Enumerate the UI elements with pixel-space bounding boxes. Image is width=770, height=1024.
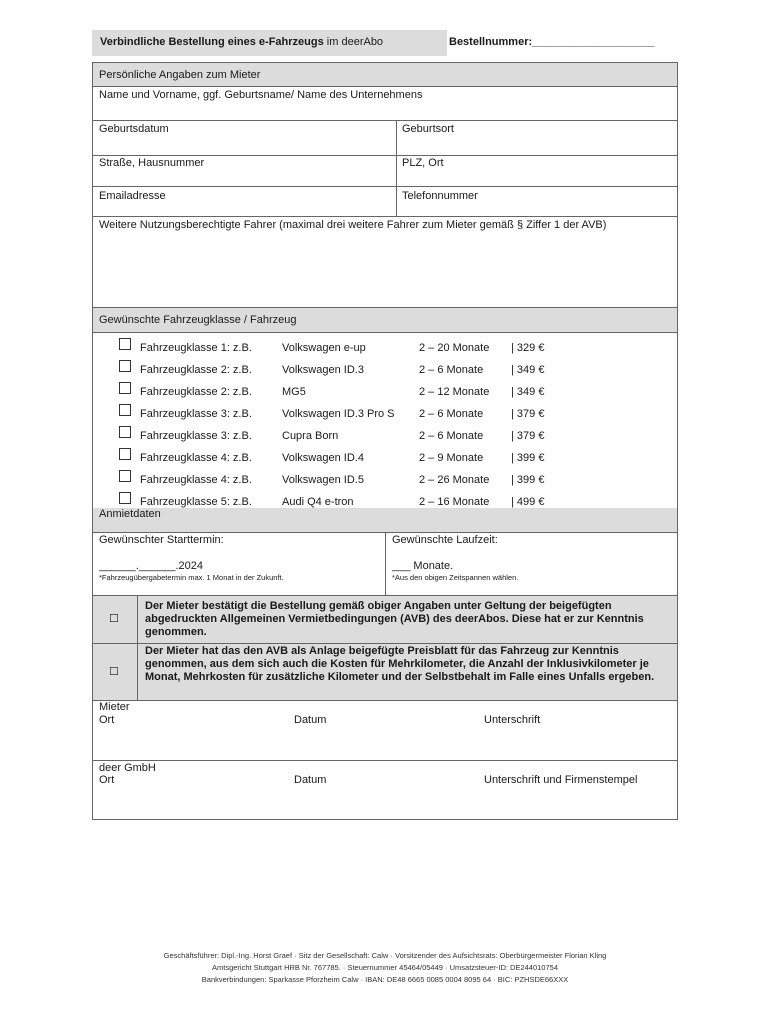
vehicle-option-row[interactable]: [93, 386, 677, 404]
vehicle-class-label: Fahrzeugklasse 4: z.B.: [140, 474, 252, 486]
vehicle-class-label: Fahrzeugklasse 2: z.B.: [140, 386, 252, 398]
vehicle-price-label: | 499 €: [511, 496, 545, 508]
divider: [92, 760, 678, 761]
vehicle-term-label: 2 – 26 Monate: [419, 474, 490, 486]
form-border-right: [677, 62, 678, 820]
footer-line-2: Amtsgericht Stuttgart HRB Nr. 767785. · Steuernummer 45464/05449 · Umsatzsteuer-ID: DE244010754: [211, 963, 558, 972]
vehicle-option-row[interactable]: [93, 408, 677, 426]
start-date-label: Gewünschter Starttermin:: [99, 534, 224, 546]
vehicle-option-checkbox[interactable]: [119, 382, 131, 394]
column-divider: [396, 120, 397, 216]
birthdate-field-label[interactable]: Geburtsdatum: [99, 123, 169, 135]
vehicle-term-label: 2 – 12 Monate: [419, 386, 490, 398]
confirm-avb-text: Der Mieter bestätigt die Bestellung gemäß obiger Angaben unter Geltung der beigefügten abgedruckten Allgemeinen Vermietbedingungen (AVB) des deerAbos. Diese hat er zur Kenntnis genommen.: [145, 600, 644, 638]
phone-field-label[interactable]: Telefonnummer: [402, 190, 478, 202]
zip-city-field-label[interactable]: PLZ, Ort: [402, 157, 444, 169]
divider: [92, 186, 678, 187]
vehicle-model-label: Volkswagen ID.3 Pro S: [282, 408, 395, 420]
vehicle-price-label: | 349 €: [511, 364, 545, 376]
vehicle-option-checkbox[interactable]: [119, 448, 131, 460]
vehicle-model-label: Volkswagen ID.4: [282, 452, 364, 464]
vehicle-option-checkbox[interactable]: [119, 404, 131, 416]
company-place-label[interactable]: Ort: [99, 774, 115, 786]
company-signature-label[interactable]: Unterschrift und Firmenstempel: [484, 774, 638, 786]
vehicle-model-label: Cupra Born: [282, 430, 339, 442]
vehicle-option-checkbox[interactable]: [119, 492, 131, 504]
vehicle-term-label: 2 – 20 Monate: [419, 342, 490, 354]
column-divider: [385, 532, 386, 595]
vehicle-price-label: | 329 €: [511, 342, 545, 354]
street-field-label[interactable]: Straße, Hausnummer: [99, 157, 205, 169]
vehicle-section-title: Gewünschte Fahrzeugklasse / Fahrzeug: [99, 314, 297, 326]
divider: [92, 155, 678, 156]
vehicle-price-label: | 379 €: [511, 430, 545, 442]
duration-note: *Aus den obigen Zeitspannen wählen.: [392, 573, 519, 582]
vehicle-option-checkbox[interactable]: [119, 470, 131, 482]
divider: [92, 120, 678, 121]
vehicle-option-row[interactable]: [93, 430, 677, 448]
vehicle-option-checkbox[interactable]: [119, 360, 131, 372]
divider: [92, 700, 678, 701]
divider: [92, 332, 678, 333]
vehicle-term-label: 2 – 6 Monate: [419, 364, 484, 376]
vehicle-class-label: Fahrzeugklasse 5: z.B.: [140, 496, 252, 508]
vehicle-term-label: 2 – 6 Monate: [419, 430, 484, 442]
footer-line-3: Bankverbindungen: Sparkasse Pforzheim Calw · IBAN: DE48 6665 0085 0004 8095 64 · BIC: PZHSDE66XXX: [201, 975, 569, 984]
order-number: Bestellnummer:____________________: [449, 36, 655, 48]
vehicle-model-label: MG5: [282, 386, 306, 398]
form-border-bottom: [92, 819, 678, 820]
additional-drivers-label[interactable]: Weitere Nutzungsberechtigte Fahrer (maximal drei weitere Fahrer zum Mieter gemäß § Ziffer 1 der AVB): [99, 219, 607, 231]
vehicle-class-label: Fahrzeugklasse 4: z.B.: [140, 452, 252, 464]
divider: [92, 216, 678, 217]
birthplace-field-label[interactable]: Geburtsort: [402, 123, 454, 135]
company-date-label[interactable]: Datum: [294, 774, 327, 786]
rental-section-title: Anmietdaten: [99, 508, 161, 520]
vehicle-option-checkbox[interactable]: [119, 338, 131, 350]
vehicle-option-row[interactable]: [93, 452, 677, 470]
name-field-label[interactable]: Name und Vorname, ggf. Geburtsname/ Name des Unternehmens: [99, 89, 423, 101]
divider: [92, 86, 678, 87]
vehicle-model-label: Audi Q4 e-tron: [282, 496, 354, 508]
vehicle-option-row[interactable]: [93, 364, 677, 382]
vehicle-model-label: Volkswagen e-up: [282, 342, 366, 354]
document-title: Verbindliche Bestellung eines e-Fahrzeugs im deerAbo: [100, 36, 384, 48]
tenant-date-label[interactable]: Datum: [294, 714, 327, 726]
email-field-label[interactable]: Emailadresse: [99, 190, 166, 202]
vehicle-price-label: | 349 €: [511, 386, 545, 398]
confirm-avb-checkbox[interactable]: ☐: [109, 613, 119, 625]
vehicle-option-checkbox[interactable]: [119, 426, 131, 438]
vehicle-term-label: 2 – 9 Monate: [419, 452, 484, 464]
vehicle-class-label: Fahrzeugklasse 3: z.B.: [140, 408, 252, 420]
divider: [92, 643, 678, 644]
confirm-pricesheet-checkbox[interactable]: ☐: [109, 666, 119, 678]
vehicle-term-label: 2 – 6 Monate: [419, 408, 484, 420]
vehicle-price-label: | 399 €: [511, 474, 545, 486]
vehicle-term-label: 2 – 16 Monate: [419, 496, 490, 508]
vehicle-option-row[interactable]: [93, 474, 677, 492]
start-date-field[interactable]: ______.______.2024: [99, 560, 203, 572]
tenant-signature-title: Mieter: [99, 701, 130, 713]
column-divider: [137, 596, 138, 700]
personal-section-title: Persönliche Angaben zum Mieter: [99, 69, 261, 81]
confirm-pricesheet-text: Der Mieter hat das den AVB als Anlage beigefügte Preisblatt für das Fahrzeug zur Kenntnis genommen, aus dem sich auch die Kosten für Mehrkilometer, die Anzahl der Inklusivkilometer je Monat, Mehrkosten für zusätzliche Kilometer und der Selbstbehalt im Falle eines Unfalls ergeben.: [145, 645, 655, 683]
tenant-signature-label[interactable]: Unterschrift: [484, 714, 541, 726]
vehicle-price-label: | 399 €: [511, 452, 545, 464]
company-signature-title: deer GmbH: [99, 762, 156, 774]
duration-label: Gewünschte Laufzeit:: [392, 534, 498, 546]
vehicle-model-label: Volkswagen ID.3: [282, 364, 364, 376]
vehicle-class-label: Fahrzeugklasse 2: z.B.: [140, 364, 252, 376]
vehicle-option-row[interactable]: [93, 342, 677, 360]
footer-line-1: Geschäftsführer: Dipl.-Ing. Horst Graef · Sitz der Gesellschaft: Calw · Vorsitzender des Aufsichtsrats: Oberbürgermeister Florian Kling: [163, 951, 607, 960]
vehicle-class-label: Fahrzeugklasse 3: z.B.: [140, 430, 252, 442]
vehicle-class-label: Fahrzeugklasse 1: z.B.: [140, 342, 252, 354]
tenant-place-label[interactable]: Ort: [99, 714, 115, 726]
rental-section-header: [93, 508, 677, 532]
vehicle-model-label: Volkswagen ID.5: [282, 474, 364, 486]
vehicle-price-label: | 379 €: [511, 408, 545, 420]
start-date-note: *Fahrzeugübergabetermin max. 1 Monat in der Zukunft.: [99, 573, 284, 582]
duration-field[interactable]: ___ Monate.: [392, 560, 454, 572]
